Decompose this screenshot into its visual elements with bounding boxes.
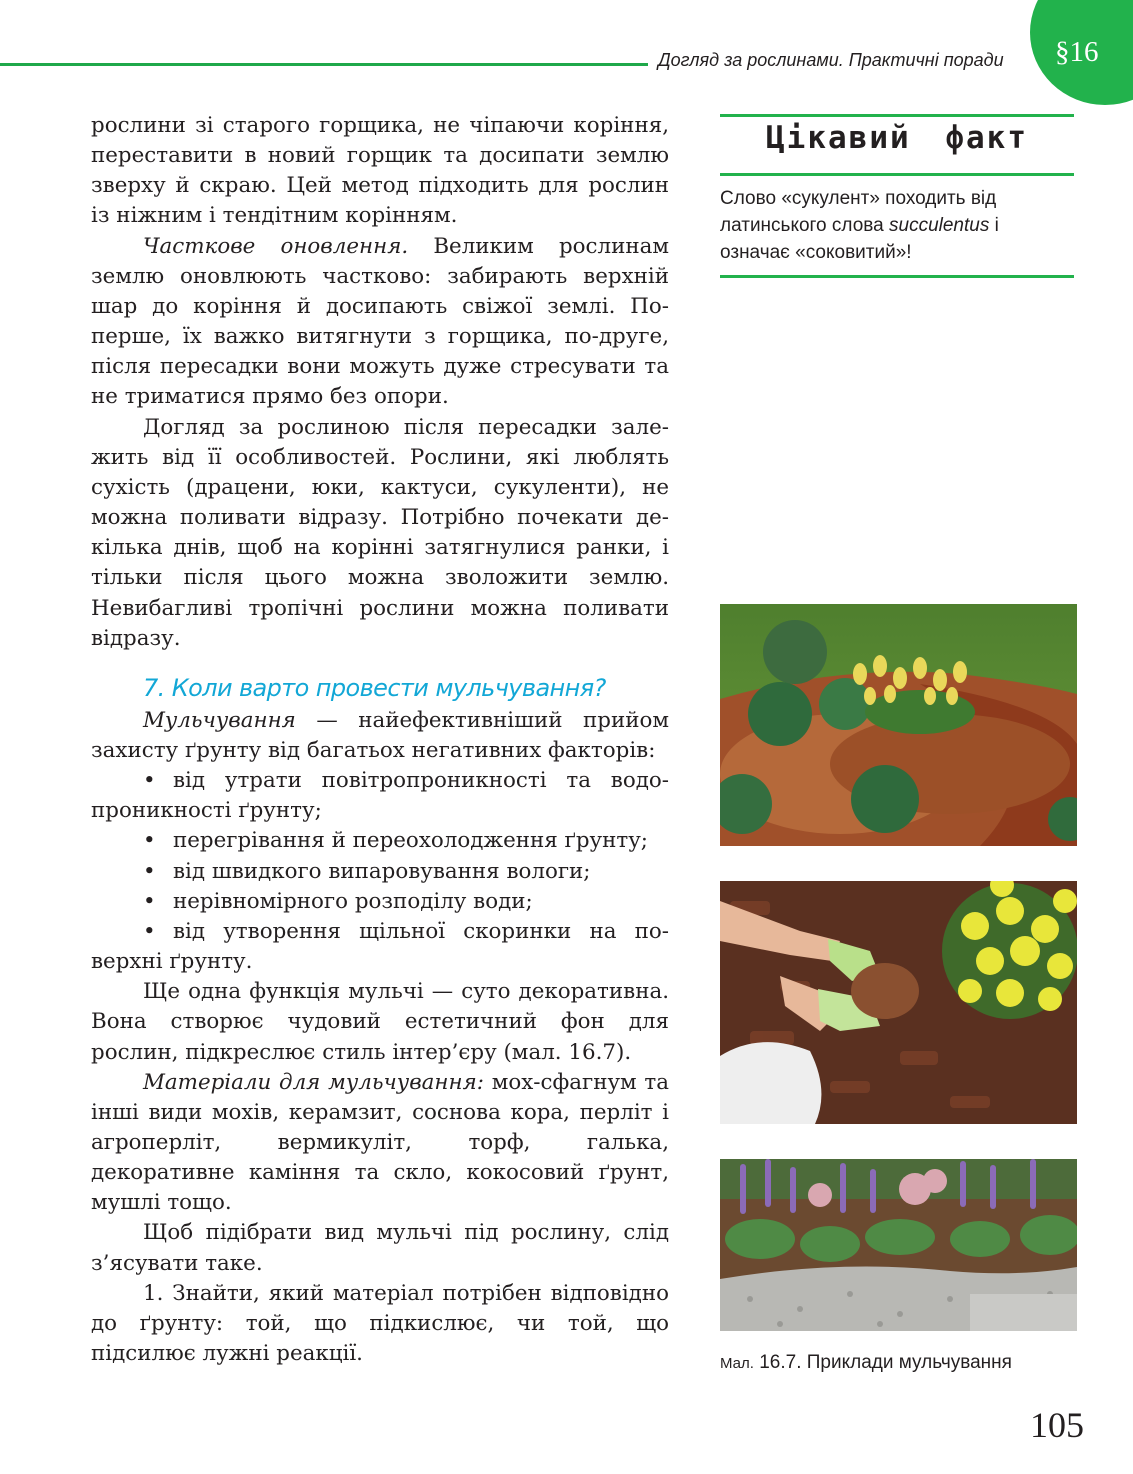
term-materials: Матеріали для мульчування: xyxy=(143,1069,484,1095)
bullet-icon: • xyxy=(143,858,156,884)
paragraph-6-text: мох-сфагнум та інші види мохів, керамзит, соснова кора, перліт і агроперліт, вермикуліт, торф, галька, декоративне каміння та скло, кокосовий ґрунт, мушлі тощо. xyxy=(91,1069,669,1216)
paragraph-1: рослини зі старого горщика, не чіпаючи коріння, переставити в новий горщик та досипати землю зверху й скраю. Цей метод підходить для рослин із ніжним і тендітним корінням. xyxy=(91,113,669,229)
list-item: • від швидкого випаровування вологи; xyxy=(91,857,669,887)
paragraph-4 xyxy=(91,706,669,766)
photo-flowerbed-gravel xyxy=(720,1159,1077,1331)
paragraph-4-text: — найефективніший прийом захисту ґрунту від багатьох негативних факторів: xyxy=(91,707,669,763)
bullet-icon: • xyxy=(143,768,156,794)
list-item: • перегрівання й переохолодження ґрунту; xyxy=(91,826,669,856)
main-text-column xyxy=(91,111,669,1369)
running-header-title: Догляд за рослинами. Практичні поради xyxy=(658,50,1004,70)
fact-box-top-rule xyxy=(720,114,1074,117)
fact-box-middle-rule xyxy=(720,173,1074,176)
photo-tulip-bed-mulch xyxy=(720,604,1077,846)
term-partial-renewal: Часткове оновлення. xyxy=(143,233,409,259)
list-item: • нерівномірного розподілу води; xyxy=(91,887,669,917)
term-mulching: Мульчування xyxy=(143,707,296,733)
page-number: 105 xyxy=(1030,1405,1084,1445)
bullet-icon: • xyxy=(143,888,156,914)
section-heading-7: 7. Коли варто провести мульчування? xyxy=(143,673,606,702)
paragraph-6 xyxy=(91,1068,669,1219)
list-item: • від утрати повітропроникності та водопроникності ґрунту; xyxy=(91,768,669,824)
bullet-icon: • xyxy=(143,918,156,944)
fact-box-text: Слово «сукулент» походить від латинського слова succulentus і означає «соковитий»! xyxy=(720,188,999,263)
header-rule xyxy=(0,63,648,66)
figure-caption: Мал. 16.7. Приклади мульчування xyxy=(720,1352,1012,1373)
paragraph-8: 1. Знайти, який матеріал потрібен відповідно до ґрунту: той, що підкислює, чи той, що підсилює лужні реакції. xyxy=(91,1280,669,1367)
paragraph-2 xyxy=(91,232,669,413)
fact-box-title: Цікавий факт xyxy=(766,120,1028,156)
list-item: • від утворення щільної скоринки на поверхні ґрунту. xyxy=(91,918,669,975)
caption-prefix: Мал. xyxy=(720,1355,754,1372)
paragraph-7: Щоб підібрати вид мульчі під рослину, слід з’ясувати таке. xyxy=(91,1220,669,1276)
section-number: §16 xyxy=(1055,36,1099,68)
photo-hands-mulching xyxy=(720,881,1077,1124)
paragraph-2-text: Великим рослинам землю оновлюють частково: забирають верхній шар до коріння й досипають свіжої землі. По-перше, їх важко витягнути з горщика, по-друге, після пересадки вони можуть дуже стресувати та не триматися прямо без опори. xyxy=(91,233,669,410)
paragraph-3: Догляд за рослиною після пересадки залежить від її особливостей. Рослини, які люблять сухість (драцени, юки, кактуси, сукуленти), не можна поливати відразу. Потрібно почекати декілька днів, щоб на корінні затягнулися ранки, і тільки після цього можна зволожити землю. Невибагливі тропічні рослини можна поливати відразу. xyxy=(91,414,669,651)
bullet-icon: • xyxy=(143,828,156,854)
fact-box-bottom-rule xyxy=(720,275,1074,278)
fact-latin-term: succulentus xyxy=(889,215,990,236)
paragraph-5: Ще одна функція мульчі — суто декоративна. Вона створює чудовий естетичний фон для рослин, підкреслює стиль інтер’єру (мал. 16.7). xyxy=(91,979,669,1065)
